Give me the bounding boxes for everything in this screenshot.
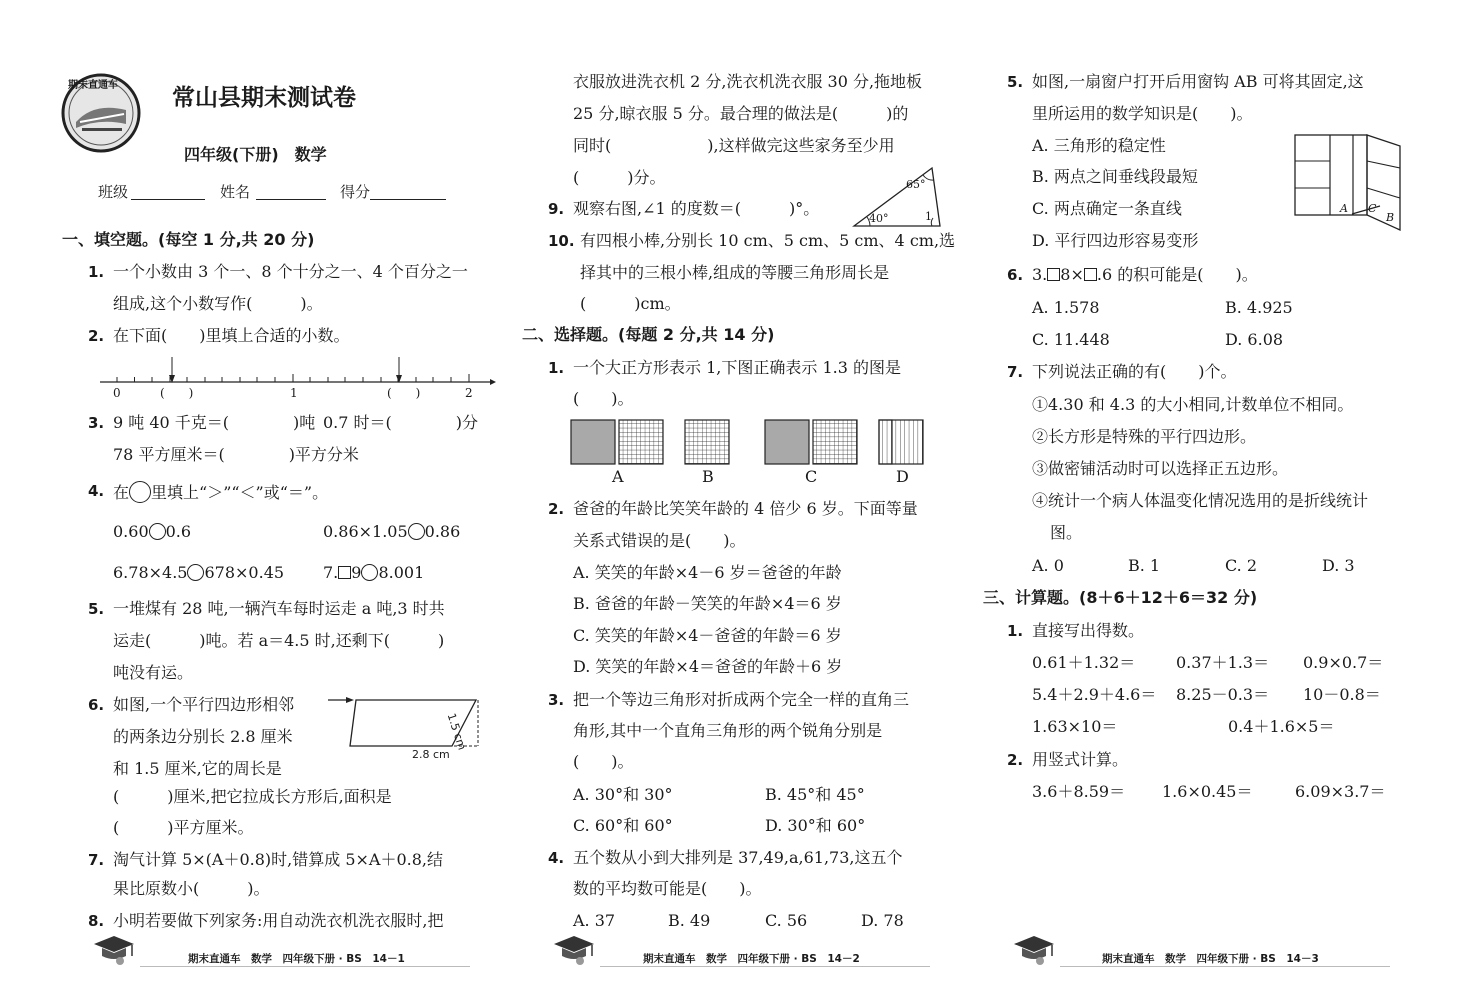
s2q6-text-a: 3.	[1032, 265, 1048, 284]
s2q6-number: 6.	[1007, 266, 1024, 284]
s3q1-line1: 直接写出得数。	[1032, 621, 1145, 640]
s2q3-option-a[interactable]: A. 30°和 30°	[573, 785, 673, 804]
q8-number: 8.	[88, 912, 105, 930]
page-subtitle: 四年级(下册) 数学	[184, 145, 327, 164]
q6-number: 6.	[88, 696, 105, 714]
calc-expr-6: 10－0.8＝	[1303, 685, 1381, 704]
q8-line1: 小明若要做下列家务:用自动洗衣机洗衣服时,把	[113, 911, 444, 930]
q4c-right: 678×0.45	[204, 563, 285, 582]
s2q2-number: 2.	[548, 500, 565, 518]
q3-line1a: 9 吨 40 千克＝( )吨	[113, 413, 316, 432]
s2q2-option-a[interactable]: A. 笑笑的年龄×4－6 岁＝爸爸的年龄	[573, 563, 842, 582]
window-label-b: B	[1386, 211, 1395, 224]
class-field[interactable]	[131, 199, 205, 200]
s2q6-box-2[interactable]	[1084, 268, 1097, 281]
grid-options-figure	[570, 419, 930, 465]
grid-label-c: C	[805, 467, 818, 486]
name-field[interactable]	[256, 199, 326, 200]
footer-rule-3	[1060, 966, 1390, 967]
graduation-cap-icon	[92, 934, 138, 966]
q2-line1: 在下面( )里填上合适的小数。	[113, 326, 350, 345]
s2q5-option-b[interactable]: B. 两点之间垂线段最短	[1032, 167, 1198, 186]
s2q3-number: 3.	[548, 691, 565, 709]
numline-blank-1: ( )	[160, 386, 194, 400]
q6-line1: 如图,一个平行四边形相邻	[113, 695, 295, 714]
q1-line2: 组成,这个小数写作( )。	[113, 294, 323, 313]
s2q4-line2: 数的平均数可能是( )。	[573, 879, 762, 898]
q7-line2: 果比原数小( )。	[113, 879, 270, 898]
q4a-circle[interactable]	[149, 523, 166, 540]
s2q6-text-c: .6 的积可能是( )。	[1096, 265, 1258, 284]
s2q2-option-d[interactable]: D. 笑笑的年龄×4＝爸爸的年龄＋6 岁	[573, 657, 843, 676]
q4d-mid: 9	[351, 563, 362, 582]
s2q6-text-b: 8×	[1060, 265, 1084, 284]
s2q5-line2: 里所运用的数学知识是( )。	[1032, 104, 1253, 123]
q7-line1: 淘气计算 5×(A＋0.8)时,错算成 5×A＋0.8,结	[113, 850, 444, 869]
q1-number: 1.	[88, 263, 105, 281]
s2q4-option-a[interactable]: A. 37	[573, 911, 616, 930]
grid-label-a: A	[612, 467, 624, 486]
score-field[interactable]	[370, 199, 446, 200]
q6-line4: ( )厘米,把它拉成长方形后,面积是	[113, 787, 392, 806]
s2q4-line1: 五个数从小到大排列是 37,49,a,61,73,这五个	[573, 848, 903, 867]
q3-line2: 78 平方厘米＝( )平方分米	[113, 445, 359, 464]
s2q7-option-c[interactable]: C. 2	[1225, 556, 1258, 575]
s2q5-number: 5.	[1007, 73, 1024, 91]
triangle-left-angle: 40°	[869, 212, 889, 225]
numline-tick-0: 0	[113, 386, 121, 400]
s2q5-option-a[interactable]: A. 三角形的稳定性	[1032, 136, 1166, 155]
s2q7-item-3: ③做密铺活动时可以选择正五边形。	[1032, 459, 1289, 478]
s2q2-line2: 关系式错误的是( )。	[573, 531, 746, 550]
section3-heading: 三、计算题。(8＋6＋12＋6＝32 分)	[983, 588, 1258, 607]
q1-line1: 一个小数由 3 个一、8 个十分之一、4 个百分之一	[113, 262, 468, 281]
s2q3-option-d[interactable]: D. 30°和 60°	[765, 816, 866, 835]
s2q2-line1: 爸爸的年龄比笑笑年龄的 4 倍少 6 岁。下面等量	[573, 499, 918, 518]
s2q5-line1: 如图,一扇窗户打开后用窗钩 AB 可将其固定,这	[1032, 72, 1364, 91]
q5-line3: 吨没有运。	[113, 663, 194, 682]
q4a-left: 0.60	[113, 522, 149, 541]
parallelogram-side-label: 1.5 cm	[444, 711, 469, 752]
s2q6-line1	[1032, 265, 1258, 285]
graduation-cap-icon	[552, 934, 598, 966]
s2q7-option-a[interactable]: A. 0	[1032, 556, 1064, 575]
footer-rule-1	[140, 966, 470, 967]
calc-expr-1: 0.61＋1.32＝	[1032, 653, 1136, 672]
footer-rule-2	[600, 966, 930, 967]
s2q3-line1: 把一个等边三角形对折成两个完全一样的直角三	[573, 690, 910, 709]
calc-expr-7: 1.63×10＝	[1032, 717, 1118, 736]
s2q7-item-4: ④统计一个病人体温变化情况选用的是折线统计	[1032, 491, 1369, 510]
parallelogram-base-label: 2.8 cm	[412, 748, 450, 761]
calc-expr-8: 0.4＋1.6×5＝	[1228, 717, 1335, 736]
q6-line3: 和 1.5 厘米,它的周长是	[113, 759, 282, 778]
q4d-left: 7.	[323, 563, 339, 582]
q3-number: 3.	[88, 414, 105, 432]
s3q2-line1: 用竖式计算。	[1032, 750, 1129, 769]
q4c-left: 6.78×4.5	[113, 563, 188, 582]
page-title: 常山县期末测试卷	[172, 85, 356, 111]
triangle-angle-1: 1	[925, 210, 932, 223]
q4d-circle[interactable]	[361, 564, 378, 581]
q10-number: 10.	[548, 232, 575, 250]
vertical-calc-2: 1.6×0.45＝	[1162, 782, 1253, 801]
q8-cont-line4: ( )分。	[573, 168, 666, 187]
numline-tick-2: 2	[465, 386, 473, 400]
section1-heading: 一、填空题。(每空 1 分,共 20 分)	[62, 230, 315, 249]
s2q4-number: 4.	[548, 849, 565, 867]
q4-item-d	[323, 563, 424, 583]
q10-line1: 有四根小棒,分别长 10 cm、5 cm、5 cm、4 cm,选	[580, 231, 956, 250]
s2q6-option-a[interactable]: A. 1.578	[1032, 298, 1100, 317]
q8-cont-line2: 25 分,晾衣服 5 分。最合理的做法是( )的	[573, 104, 909, 123]
s2q4-option-d[interactable]: D. 78	[861, 911, 904, 930]
vertical-calc-3: 6.09×3.7＝	[1295, 782, 1386, 801]
window-label-a: A	[1340, 202, 1348, 215]
q4-line1	[113, 481, 328, 503]
calc-expr-2: 0.37＋1.3＝	[1176, 653, 1270, 672]
q9-line1: 观察右图,∠1 的度数＝( )°。	[573, 199, 820, 218]
q4c-circle[interactable]	[187, 564, 204, 581]
window-label-c: C	[1368, 202, 1377, 215]
s2q2-option-c[interactable]: C. 笑笑的年龄×4－爸爸的年龄＝6 岁	[573, 626, 842, 645]
section2-heading: 二、选择题。(每题 2 分,共 14 分)	[522, 325, 775, 344]
s2q6-box-1[interactable]	[1047, 268, 1060, 281]
s2q7-item-2: ②长方形是特殊的平行四边形。	[1032, 427, 1257, 446]
s2q5-option-c[interactable]: C. 两点确定一条直线	[1032, 199, 1182, 218]
q8-cont-line3: 同时( ),这样做完这些家务至少用	[573, 136, 895, 155]
class-label: 班级	[98, 183, 129, 201]
graduation-cap-icon	[1012, 934, 1058, 966]
q4-text-a: 在	[113, 483, 130, 502]
q4-number: 4.	[88, 482, 105, 500]
s2q6-option-c[interactable]: C. 11.448	[1032, 330, 1110, 349]
q4b-left: 0.86×1.05	[323, 522, 408, 541]
calc-expr-3: 0.9×0.7＝	[1303, 653, 1384, 672]
q8-cont-line1: 衣服放进洗衣机 2 分,洗衣机洗衣服 30 分,拖地板	[573, 72, 923, 91]
s2q7-line1: 下列说法正确的有( )个。	[1032, 362, 1237, 381]
s2q1-number: 1.	[548, 359, 565, 377]
s2q3-option-c[interactable]: C. 60°和 60°	[573, 816, 673, 835]
s2q1-line2: ( )。	[573, 389, 634, 408]
footer-page-3: 期末直通车 数学 四年级下册 · BS 14－3	[1102, 953, 1319, 965]
numline-tick-1: 1	[290, 386, 298, 400]
q4-item-c	[113, 563, 284, 583]
q9-number: 9.	[548, 200, 565, 218]
q3-line1b: 0.7 时＝( )分	[323, 413, 479, 432]
calc-expr-5: 8.25－0.3＝	[1176, 685, 1270, 704]
s2q3-line2: 角形,其中一个直角三角形的两个锐角分别是	[573, 721, 883, 740]
q5-line1: 一堆煤有 28 吨,一辆汽车每时运走 a 吨,3 时共	[113, 599, 445, 618]
q4-item-a	[113, 522, 191, 542]
q6-line2: 的两条边分别长 2.8 厘米	[113, 727, 293, 746]
q10-line3: ( )cm。	[580, 294, 681, 313]
q4d-box[interactable]	[338, 566, 351, 579]
s2q3-line3: ( )。	[573, 752, 634, 771]
q10-line2: 择其中的三根小棒,组成的等腰三角形周长是	[580, 263, 890, 282]
s2q6-option-b[interactable]: B. 4.925	[1225, 298, 1293, 317]
score-label: 得分	[340, 183, 371, 201]
q4a-right: 0.6	[165, 522, 192, 541]
q5-number: 5.	[88, 600, 105, 618]
name-label: 姓名	[220, 183, 251, 201]
s2q7-option-d[interactable]: D. 3	[1322, 556, 1355, 575]
q4d-right: 8.001	[378, 563, 425, 582]
compare-circle	[129, 481, 151, 503]
q2-number: 2.	[88, 327, 105, 345]
logo-text: 期末直通车	[68, 80, 118, 91]
vertical-calc-1: 3.6＋8.59＝	[1032, 782, 1126, 801]
q4b-circle[interactable]	[408, 523, 425, 540]
q6-line5: ( )平方厘米。	[113, 818, 254, 837]
s2q7-number: 7.	[1007, 363, 1024, 381]
s2q5-option-d[interactable]: D. 平行四边形容易变形	[1032, 231, 1199, 250]
s2q3-option-b[interactable]: B. 45°和 45°	[765, 785, 865, 804]
grid-label-b: B	[702, 467, 714, 486]
grid-label-d: D	[896, 467, 909, 486]
triangle-top-angle: 65°	[906, 178, 926, 191]
s3q2-number: 2.	[1007, 751, 1024, 769]
numline-blank-2: ( )	[387, 386, 421, 400]
q5-line2: 运走( )吨。若 a＝4.5 时,还剩下( )	[113, 631, 445, 650]
s2q7-item-1: ①4.30 和 4.3 的大小相同,计数单位不相同。	[1032, 395, 1354, 414]
s2q4-option-b[interactable]: B. 49	[668, 911, 711, 930]
s2q7-option-b[interactable]: B. 1	[1128, 556, 1161, 575]
footer-page-1: 期末直通车 数学 四年级下册 · BS 14－1	[188, 953, 405, 965]
s2q7-item-4-cont: 图。	[1050, 523, 1083, 542]
s2q1-line1: 一个大正方形表示 1,下图正确表示 1.3 的图是	[573, 358, 901, 377]
q7-number: 7.	[88, 851, 105, 869]
q4b-right: 0.86	[424, 522, 461, 541]
footer-page-2: 期末直通车 数学 四年级下册 · BS 14－2	[643, 953, 860, 965]
s3q1-number: 1.	[1007, 622, 1024, 640]
s2q2-option-b[interactable]: B. 爸爸的年龄－笑笑的年龄×4＝6 岁	[573, 594, 842, 613]
q4-item-b	[323, 522, 460, 542]
s2q4-option-c[interactable]: C. 56	[765, 911, 808, 930]
s2q6-option-d[interactable]: D. 6.08	[1225, 330, 1284, 349]
q4-text-b: 里填上“＞”“＜”或“＝”。	[151, 483, 329, 502]
calc-expr-4: 5.4＋2.9＋4.6＝	[1032, 685, 1157, 704]
